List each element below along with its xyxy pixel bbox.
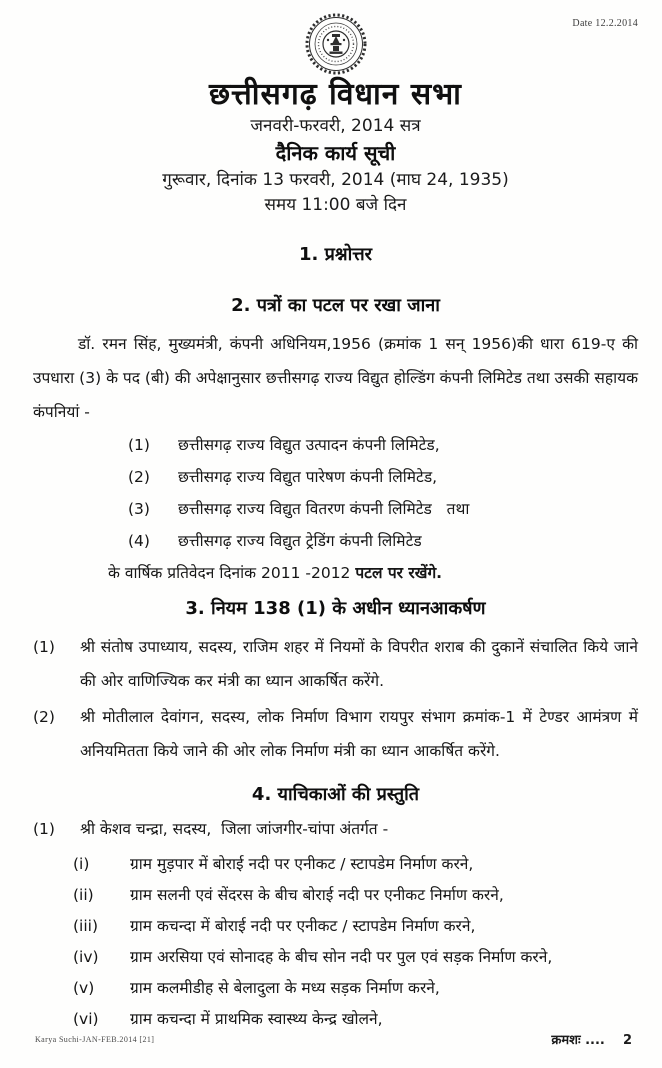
item-number: (i) [73, 855, 90, 873]
section-2-intro: डॉ. रमन सिंह, मुख्यमंत्री, कंपनी अधिनियम,1956 (क्रमांक 1 सन् 1956)की धारा 619-ए की उपधारा (3) के पद (बी) की अपेक्षानुसार छत्तीसगढ़ राज्य विद्युत होल्डिंग कंपनी लिमिटेड तथा उसकी सहायक कंपनियां - [33, 335, 638, 421]
item-text: श्री मोतीलाल देवांगन, सदस्य, लोक निर्माण विभाग रायपुर संभाग क्रमांक-1 में टेण्डर आमंत्रण में अनियमितता किये जाने की ओर लोक निर्माण मंत्री का ध्यान आकर्षित करेंगे. [80, 708, 643, 760]
section-2-heading: 2. पत्रों का पटल पर रखा जाना [231, 295, 440, 316]
item-text: छत्तीसगढ़ राज्य विद्युत ट्रेडिंग कंपनी लिमिटेड [178, 532, 422, 550]
closing-text-bold: पटल पर रखेंगे. [355, 564, 443, 582]
item-text: श्री केशव चन्द्रा, सदस्य, जिला जांजगीर-चांपा अंतर्गत - [80, 820, 389, 838]
section-3-heading: 3. नियम 138 (1) के अधीन ध्यानआकर्षण [185, 598, 486, 619]
footer-page-number: क्रमशः .... 2 [551, 1033, 632, 1048]
item-number: (ii) [73, 886, 94, 904]
session-line: जनवरी-फरवरी, 2014 सत्र [250, 116, 421, 136]
list-item [73, 849, 638, 880]
item-number: (3) [128, 500, 150, 518]
vidhan-sabha-seal-icon [304, 12, 368, 76]
item-number: (v) [73, 979, 95, 997]
list-item [33, 700, 643, 768]
section-3-list [33, 630, 643, 768]
list-item [128, 525, 638, 557]
list-item [33, 630, 643, 698]
section-1-heading: 1. प्रश्नोत्तर [298, 244, 373, 265]
section-4-list [73, 849, 638, 1035]
day-date-line: गुरूवार, दिनांक 13 फरवरी, 2014 (माघ 24, 1935) [162, 170, 509, 190]
item-text: ग्राम कचन्दा में बोराई नदी पर एनीकट / स्टापडेम निर्माण करने, [130, 917, 476, 935]
item-number: (1) [128, 436, 150, 454]
header-seal [33, 12, 638, 76]
item-text: श्री संतोष उपाध्याय, सदस्य, राजिम शहर में नियमों के विपरीत शराब की दुकानें संचालित किये जाने की ओर वाणिज्यिक कर मंत्री का ध्यान आकर्षित करेंगे. [80, 638, 643, 690]
time-line: समय 11:00 बजे दिन [264, 195, 407, 215]
item-number: (4) [128, 532, 150, 550]
scan-date-label: Date 12.2.2014 [572, 18, 638, 29]
section-4-lead [33, 816, 638, 843]
section-4-heading: 4. याचिकाओं की प्रस्तुति [251, 784, 420, 805]
item-number: (1) [33, 638, 55, 656]
item-number: (iii) [73, 917, 99, 935]
section-2-list [128, 429, 638, 557]
item-text: ग्राम अरसिया एवं सोनादह के बीच सोन नदी पर पुल एवं सड़क निर्माण करने, [130, 948, 553, 966]
list-item [128, 461, 638, 493]
item-number: (2) [128, 468, 150, 486]
list-item [73, 911, 638, 942]
item-text: ग्राम मुड़पार में बोराई नदी पर एनीकट / स्टापडेम निर्माण करने, [130, 855, 474, 873]
item-number: (iv) [73, 948, 99, 966]
item-text: ग्राम कलमीडीह से बेलादुला के मध्य सड़क निर्माण करने, [130, 979, 440, 997]
item-text: ग्राम कचन्दा में प्राथमिक स्वास्थ्य केन्द्र खोलने, [130, 1010, 383, 1028]
item-number: (1) [33, 820, 55, 838]
list-item [73, 880, 638, 911]
item-text: छत्तीसगढ़ राज्य विद्युत उत्पादन कंपनी लिमिटेड, [178, 436, 440, 454]
list-item [128, 493, 638, 525]
closing-text: के वार्षिक प्रतिवेदन दिनांक 2011 -2012 [108, 564, 356, 582]
item-text: छत्तीसगढ़ राज्य विद्युत पारेषण कंपनी लिमिटेड, [178, 468, 438, 486]
item-text: ग्राम सलनी एवं सेंदरस के बीच बोराई नदी पर एनीकट निर्माण करने, [130, 886, 504, 904]
item-text: छत्तीसगढ़ राज्य विद्युत वितरण कंपनी लिमिटेड तथा [178, 500, 470, 518]
item-number: (2) [33, 708, 55, 726]
doc-title: दैनिक कार्य सूची [275, 141, 396, 165]
footer-reference: Karya Suchi-JAN-FEB.2014 [21] [35, 1035, 155, 1044]
item-number: (vi) [73, 1010, 99, 1028]
assembly-title: छत्तीसगढ़ विधान सभा [209, 77, 462, 112]
list-item [73, 942, 638, 973]
list-item [128, 429, 638, 461]
list-item [73, 973, 638, 1004]
section-2-closing [108, 557, 638, 590]
